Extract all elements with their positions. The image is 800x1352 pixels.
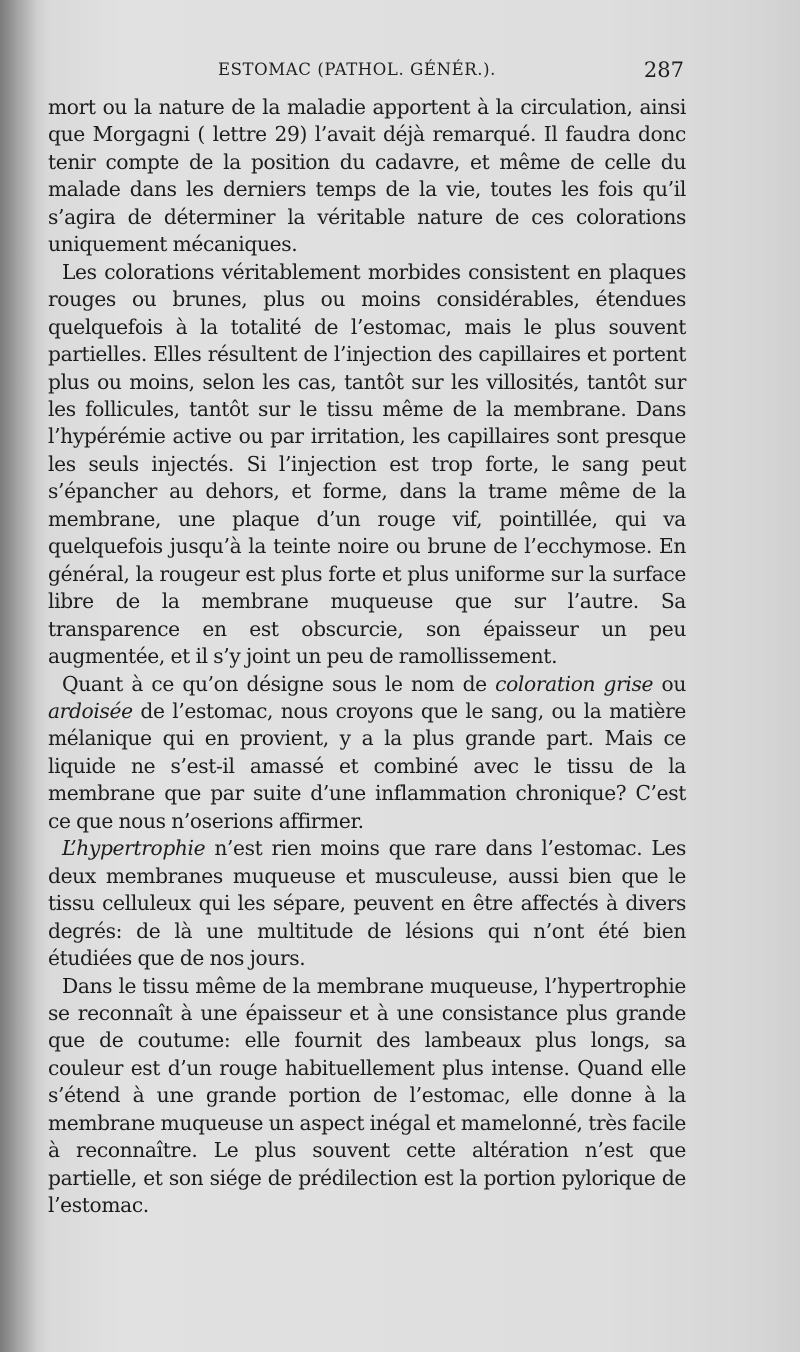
italic-term: ardoisée <box>48 698 133 723</box>
paragraph <box>48 835 686 972</box>
italic-term: coloration grise <box>495 671 654 696</box>
paragraph <box>48 973 686 1220</box>
paragraph <box>48 94 686 259</box>
text-segment: Dans le tissu même de la membrane muqueuse, l’hypertrophie se reconnaît à une épaisseur et à une consistance plus grande que de coutume: elle fournit des lambeaux plus longs, sa couleur est d’un rouge habituellement plus intense. Quand elle s’étend à une grande portion de l’estomac, elle donne à la membrane muqueuse un aspect inégal et mamelonné, très facile à reconnaître. Le plus souvent cette altération n’est que partielle, et son siége de prédilection est la portion pylorique de l’estomac. <box>48 973 687 1218</box>
paragraph <box>48 259 686 671</box>
binding-shadow <box>0 0 38 1352</box>
body-text <box>48 94 686 1220</box>
text-segment: mort ou la nature de la maladie apportent à la circulation, ainsi que Morgagni ( lettre 29) l’avait déjà remarqué. Il faudra donc tenir compte de la position du cadavre, et même de celle du malade dans les derniers temps de la vie, toutes les fois qu’il s’agira de déterminer la véritable nature de ces colorations uniquement mécaniques. <box>48 95 686 257</box>
text-segment: de l’estomac, nous croyons que le sang, ou la matière mélanique qui en provient, y a la plus grande part. Mais ce liquide ne s’est-il amassé et combiné avec le tissu de la membrane que par suite d’une inflammation chronique? C’est ce que nous n’oserions affirmer. <box>48 698 686 833</box>
text-segment: Quant à ce qu’on désigne sous le nom de <box>62 671 496 696</box>
paragraph <box>48 671 686 836</box>
running-title: ESTOMAC (PATHOL. GÉNÉR.). <box>218 60 497 79</box>
page-number: 287 <box>643 58 684 82</box>
text-segment: ou <box>653 671 686 696</box>
page-header <box>48 60 684 90</box>
text-segment: n’est rien moins que rare dans l’estomac. Les deux membranes muqueuse et musculeuse, aussi bien que le tissu celluleux qui les sépare, peuvent en être affectés à divers degrés: de là une multitude de lésions qui n’ont été bien étudiées que de nos jours. <box>48 836 686 971</box>
text-segment: Les colorations véritablement morbides consistent en plaques rouges ou brunes, plus ou moins considérables, étendues quelquefois à la totalité de l’estomac, mais le plus souvent partielles. Elles résultent de l’injection des capillaires et portent plus ou moins, selon les cas, tantôt sur les villosités, tantôt sur les follicules, tantôt sur le tissu même de la membrane. Dans l’hypérémie active ou par irritation, les capillaires sont presque les seuls injectés. Si l’injection est trop forte, le sang peut s’épancher au dehors, et forme, dans la trame même de la membrane, une plaque d’un rouge vif, pointillée, qui va quelquefois jusqu’à la teinte noire ou brune de l’ecchymose. En général, la rougeur est plus forte et plus uniforme sur la surface libre de la membrane muqueuse que sur l’autre. Sa transparence en est obscurcie, son épaisseur un peu augmentée, et il s’y joint un peu de ramollissement. <box>48 259 686 669</box>
italic-term: L’hypertrophie <box>62 836 206 861</box>
